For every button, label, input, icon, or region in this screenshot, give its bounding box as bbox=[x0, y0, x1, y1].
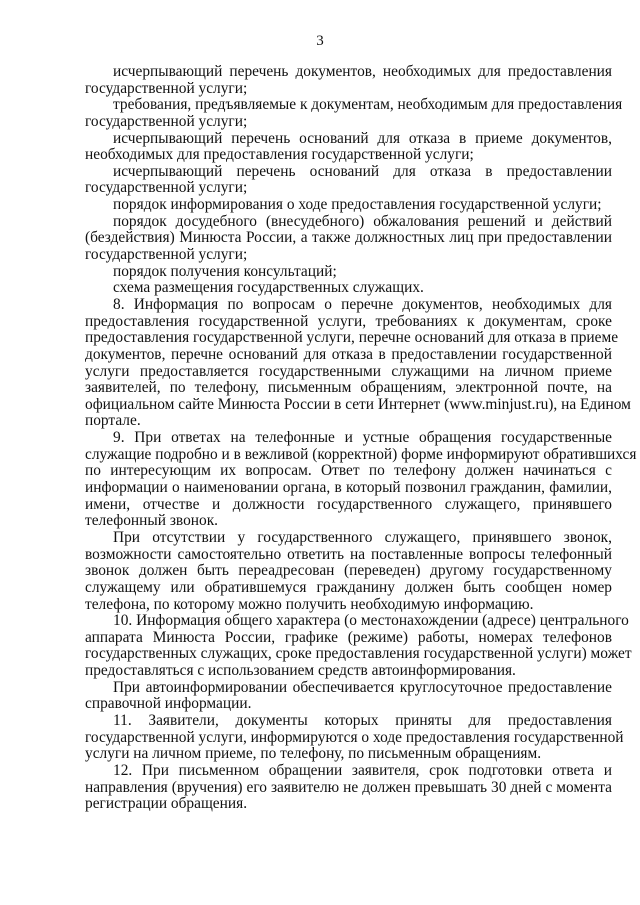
text-line: исчерпывающий перечень документов, необходимых для предоставления bbox=[113, 63, 612, 80]
text-line: справочной информации. bbox=[85, 695, 252, 713]
text-line: предоставления государственной услуги, требованиях к документам, сроке bbox=[85, 312, 612, 330]
paragraph bbox=[85, 280, 612, 297]
text-line: услуги на личном приеме, по телефону, по письменным обращениям. bbox=[85, 745, 542, 763]
text-line: звонок должен быть переадресован (переведен) другому государственному bbox=[85, 562, 612, 580]
page-number: 3 bbox=[316, 33, 324, 49]
text-line: предоставления государственной услуги, перечне оснований для отказа в приеме bbox=[85, 329, 619, 347]
text-line: услуги предоставляется государственными служащими на личном приеме bbox=[85, 362, 612, 380]
paragraph bbox=[85, 164, 612, 197]
text-line: служащие подробно и в вежливой (корректной) форме информируют обратившихся bbox=[85, 445, 637, 463]
paragraph bbox=[85, 197, 612, 214]
text-line: служащему или обратившемуся гражданину должен быть сообщен номер bbox=[85, 578, 612, 596]
text-line: 9. При ответах на телефонные и устные обращения государственные bbox=[113, 429, 612, 447]
document-body bbox=[85, 63, 637, 813]
text-line: При автоинформировании обеспечивается круглосуточное предоставление bbox=[113, 678, 612, 696]
text-line: порядок досудебного (внесудебного) обжалования решений и действий bbox=[113, 212, 612, 230]
text-line: государственной услуги; bbox=[85, 246, 248, 264]
text-line: схема размещения государственных служащих. bbox=[113, 279, 424, 297]
text-line: заявителей, по телефону, письменным обращениям, электронной почте, на bbox=[85, 379, 612, 397]
text-line: государственных служащих, сроке предоставления государственной услуги) может bbox=[85, 645, 632, 663]
paragraph bbox=[85, 612, 632, 680]
paragraph bbox=[85, 64, 612, 97]
text-line: государственной услуги, информируются о ходе предоставления государственной bbox=[85, 728, 624, 746]
text-line: При отсутствии у государственного служащего, принявшего звонок, bbox=[113, 528, 612, 546]
paragraph bbox=[85, 96, 623, 130]
text-line: исчерпывающий перечень оснований для отказа в приеме документов, bbox=[113, 129, 612, 147]
text-line: направления (вручения) его заявителю не должен превышать 30 дней с момента bbox=[85, 778, 612, 796]
paragraph bbox=[85, 429, 637, 530]
text-line: 10. Информация общего характера (о местонахождении (адресе) центрального bbox=[113, 612, 629, 630]
text-line: требования, предъявляемые к документам, необходимым для предоставления bbox=[113, 96, 623, 114]
text-line: порядок информирования о ходе предоставления государственной услуги; bbox=[113, 196, 602, 214]
text-line: 12. При письменном обращении заявителя, срок подготовки ответа и bbox=[113, 761, 612, 779]
text-line: аппарата Минюста России, графике (режиме) работы, номерах телефонов bbox=[85, 628, 612, 646]
paragraph bbox=[85, 530, 612, 613]
text-line: 11. Заявители, документы которых приняты для предоставления bbox=[113, 711, 612, 729]
paragraph bbox=[85, 295, 631, 430]
paragraph bbox=[85, 680, 612, 713]
text-line: государственной услуги; bbox=[85, 112, 248, 130]
text-line: государственной услуги; bbox=[85, 79, 248, 97]
text-line: телефона, по которому можно получить необходимую информацию. bbox=[85, 595, 534, 613]
paragraph bbox=[85, 264, 612, 281]
text-line: необходимых для предоставления государственной услуги; bbox=[85, 146, 474, 164]
text-line: возможности самостоятельно ответить на поставленные вопросы телефонный bbox=[85, 545, 612, 563]
paragraph bbox=[85, 214, 612, 264]
text-line: информации о наименовании органа, в который позвонил гражданин, фамилии, bbox=[85, 479, 612, 497]
text-line: исчерпывающий перечень оснований для отказа в предоставлении bbox=[113, 162, 612, 180]
text-line: по интересующим их вопросам. Ответ по телефону должен начинаться с bbox=[85, 462, 612, 480]
paragraph bbox=[85, 763, 612, 813]
text-line: имени, отчестве и должности государственного служащего, принявшего bbox=[85, 495, 612, 513]
text-line: государственной услуги; bbox=[85, 179, 248, 197]
text-line: (бездействия) Минюста России, а также должностных лиц при предоставлении bbox=[85, 229, 612, 247]
text-line: официальном сайте Минюста России в сети Интернет (www.minjust.ru), на Едином bbox=[85, 395, 631, 413]
text-line: регистрации обращения. bbox=[85, 795, 248, 813]
text-line: 8. Информация по вопросам о перечне документов, необходимых для bbox=[113, 295, 612, 313]
paragraph bbox=[85, 131, 612, 164]
text-line: порядок получения консультаций; bbox=[113, 262, 337, 280]
paragraph bbox=[85, 711, 624, 763]
text-line: документов, перечне оснований для отказа в предоставлении государственной bbox=[85, 345, 612, 363]
text-line: предоставляться с использованием средств автоинформирования. bbox=[85, 662, 516, 680]
text-line: телефонный звонок. bbox=[85, 512, 219, 530]
text-line: портале. bbox=[85, 412, 141, 430]
